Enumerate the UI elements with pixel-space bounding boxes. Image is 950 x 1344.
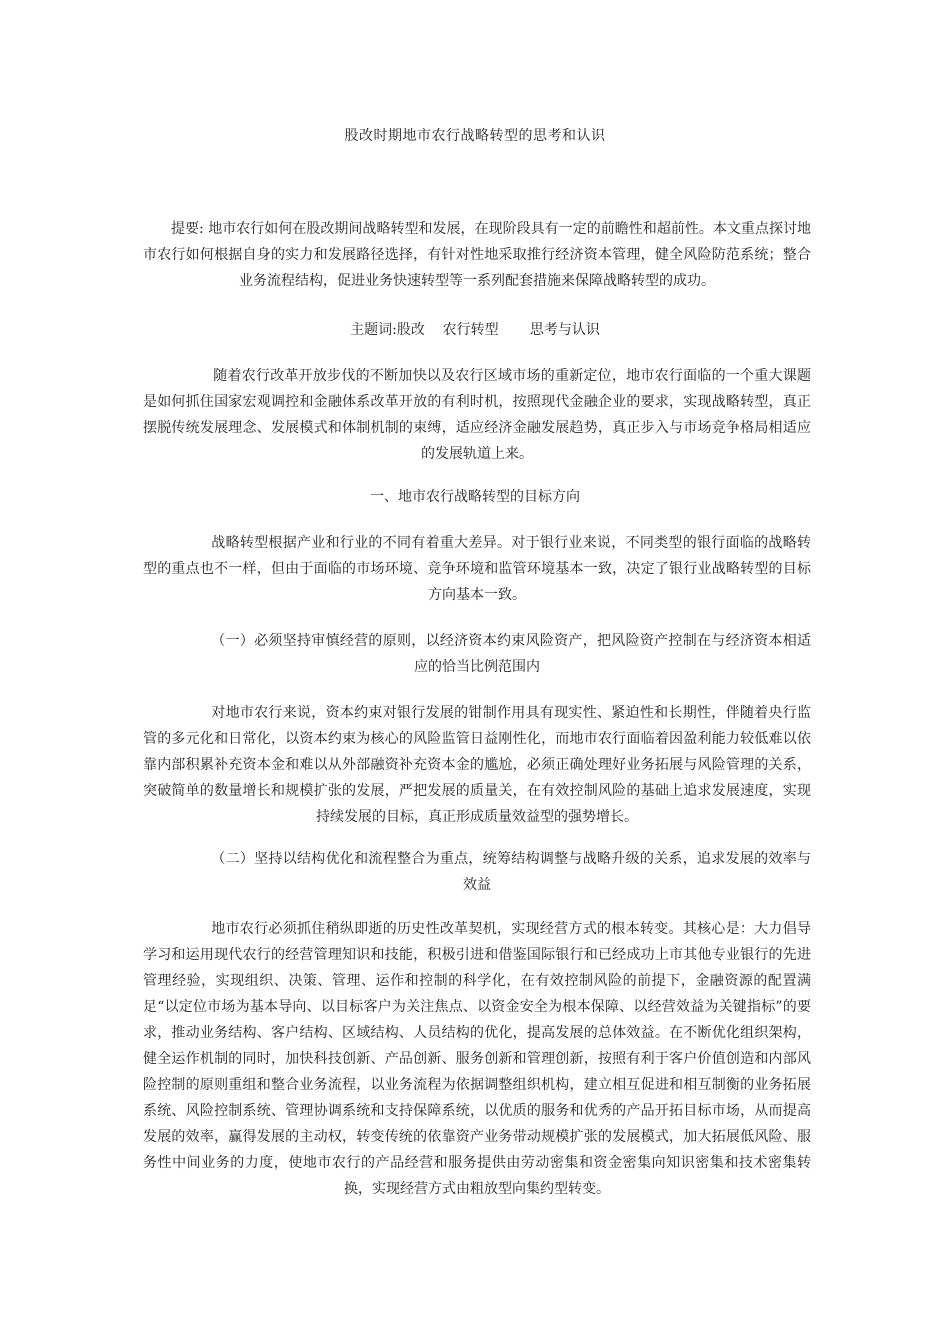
- section-1-intro-text: 战略转型根据产业和行业的不同有着重大差异。对于银行业来说，不同类型的银行面临的战略转型的重点也不一样，但由于面临的市场环境、竞争环境和监管环境基本一致，决定了银行业战略转型的目标方向基本一致。: [143, 535, 811, 603]
- subsection-1-body: [143, 700, 811, 830]
- subsection-1-body-text: 对地市农行来说，资本约束对银行发展的钳制作用具有现实性、紧迫性和长期性，伴随着央行监管的多元化和日常化，以资本约束为核心的风险监管日益刚性化，而地市农行面临着因盈利能力较低难以依靠内部积累补充资本金和难以从外部融资补充资本金的尴尬，必须正确处理好业务拓展与风险管理的关系，突破简单的数量增长和规模扩张的发展，严把发展的质量关，在有效控制风险的基础上追求发展速度，实现持续发展的目标，真正形成质量效益型的强势增长。: [143, 705, 811, 825]
- section-1-intro-paragraph: [143, 530, 811, 608]
- abstract-text: 提要: 地市农行如何在股改期间战略转型和发展，在现阶段具有一定的前瞻性和超前性。本文重点探讨地市农行如何根据自身的实力和发展路径选择，有针对性地采取推行经济资本管理，健全风险防范系统；整合业务流程结构，促进业务快速转型等一系列配套措施来保障战略转型的成功。: [143, 221, 811, 289]
- intro-text: 随着农行改革开放步伐的不断加快以及农行区域市场的重新定位，地市农行面临的一个重大课题是如何抓住国家宏观调控和金融体系改革开放的有利时机，按照现代金融企业的要求，实现战略转型，真正摆脱传统发展理念、发展模式和体制机制的束缚，适应经济金融发展趋势，真正步入与市场竞争格局相适应的发展轨道上来。: [143, 368, 811, 462]
- subsection-2-body-text: 地市农行必须抓住稍纵即逝的历史性改革契机，实现经营方式的根本转变。其核心是：大力倡导学习和运用现代农行的经营管理知识和技能，积极引进和借鉴国际银行和已经成功上市其他专业银行的先进管理经验，实现组织、决策、管理、运作和控制的科学化，在有效控制风险的前提下，金融资源的配置满足“以定位市场为基本导向、以目标客户为关注焦点、以资金安全为根本保障、以经营效益为关键指标”的要求，推动业务结构、客户结构、区域结构、人员结构的优化，提高发展的总体效益。在不断优化组织架构，健全运作机制的同时，加快科技创新、产品创新、服务创新和管理创新，按照有利于客户价值创造和内部风险控制的原则重组和整合业务流程，以业务流程为依据调整组织机构，建立相互促进和相互制衡的业务拓展系统、风险控制系统、管理协调系统和支持保障系统，以优质的服务和优秀的产品开拓目标市场，从而提高发展的效率，赢得发展的主动权，转变传统的依靠资产业务带动规模扩张的发展模式，加大拓展低风险、服务性中间业务的力度，使地市农行的产品经营和服务提供由劳动密集和资金密集向知识密集和技术密集转换，实现经营方式由粗放型向集约型转变。: [143, 921, 811, 1197]
- keywords-line: 主题词:股改 农行转型 思考与认识: [350, 322, 600, 338]
- subsection-2-heading-text: （二）坚持以结构优化和流程整合为重点，统筹结构调整与战略升级的关系，追求发展的效率与效益: [211, 851, 811, 893]
- subsection-2-body: [143, 916, 811, 1202]
- subsection-1-heading: [143, 628, 811, 680]
- subsection-2-heading: [143, 846, 811, 898]
- abstract-paragraph: [143, 216, 811, 294]
- section-1-heading: 一、地市农行战略转型的目标方向: [370, 489, 580, 505]
- intro-paragraph: [143, 363, 811, 467]
- subsection-1-heading-text: （一）必须坚持审慎经营的原则，以经济资本约束风险资产，把风险资产控制在与经济资本相适应的恰当比例范围内: [211, 633, 811, 675]
- document-title: 股改时期地市农行战略转型的思考和认识: [344, 128, 606, 144]
